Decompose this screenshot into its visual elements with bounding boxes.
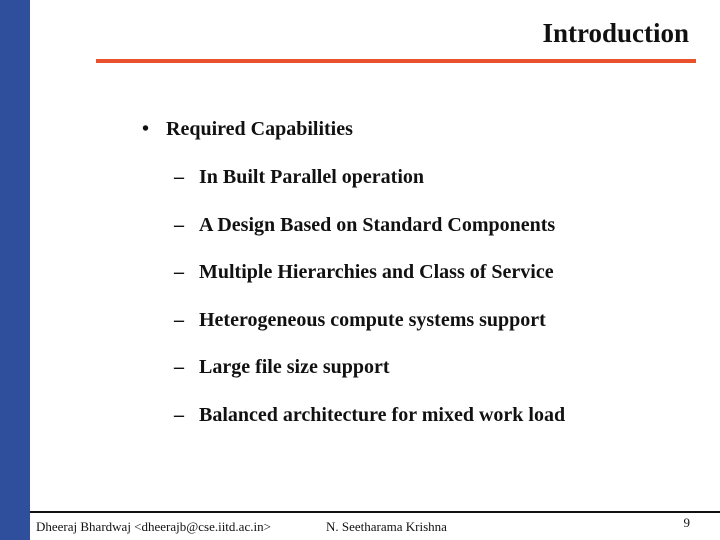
capability-text: In Built Parallel operation <box>199 166 424 188</box>
dash-marker: – <box>174 261 184 283</box>
capability-item <box>174 305 702 335</box>
capability-item <box>174 210 702 240</box>
page-number: 9 <box>683 515 690 530</box>
capability-item <box>174 400 702 430</box>
capability-text: Balanced architecture for mixed work load <box>199 403 566 426</box>
dash-marker: – <box>174 403 184 426</box>
footer-co-author: N. Seetharama Krishna <box>326 519 447 534</box>
dash-marker: – <box>174 356 184 378</box>
slide-title: Introduction <box>542 18 689 48</box>
capability-item <box>174 352 702 382</box>
footer-author-contact: Dheeraj Bhardwaj <dheerajb@cse.iitd.ac.in> <box>36 519 271 534</box>
title-divider <box>96 59 696 63</box>
capabilities-list <box>142 162 702 430</box>
capability-text: A Design Based on Standard Components <box>199 213 556 236</box>
left-accent-bar <box>0 0 30 540</box>
capability-text: Multiple Hierarchies and Class of Service <box>199 261 554 283</box>
dash-marker: – <box>174 308 184 331</box>
main-bullet-text: Required Capabilities <box>166 118 353 140</box>
main-bullet <box>142 114 702 144</box>
capability-text: Large file size support <box>199 356 390 378</box>
footer-divider <box>30 511 720 513</box>
capability-item <box>174 162 702 192</box>
dash-marker: – <box>174 213 184 236</box>
dash-marker: – <box>174 166 184 188</box>
capability-text: Heterogeneous compute systems support <box>199 308 546 331</box>
capability-item <box>174 257 702 287</box>
slide-content <box>142 114 702 447</box>
bullet-marker: • <box>142 118 150 140</box>
